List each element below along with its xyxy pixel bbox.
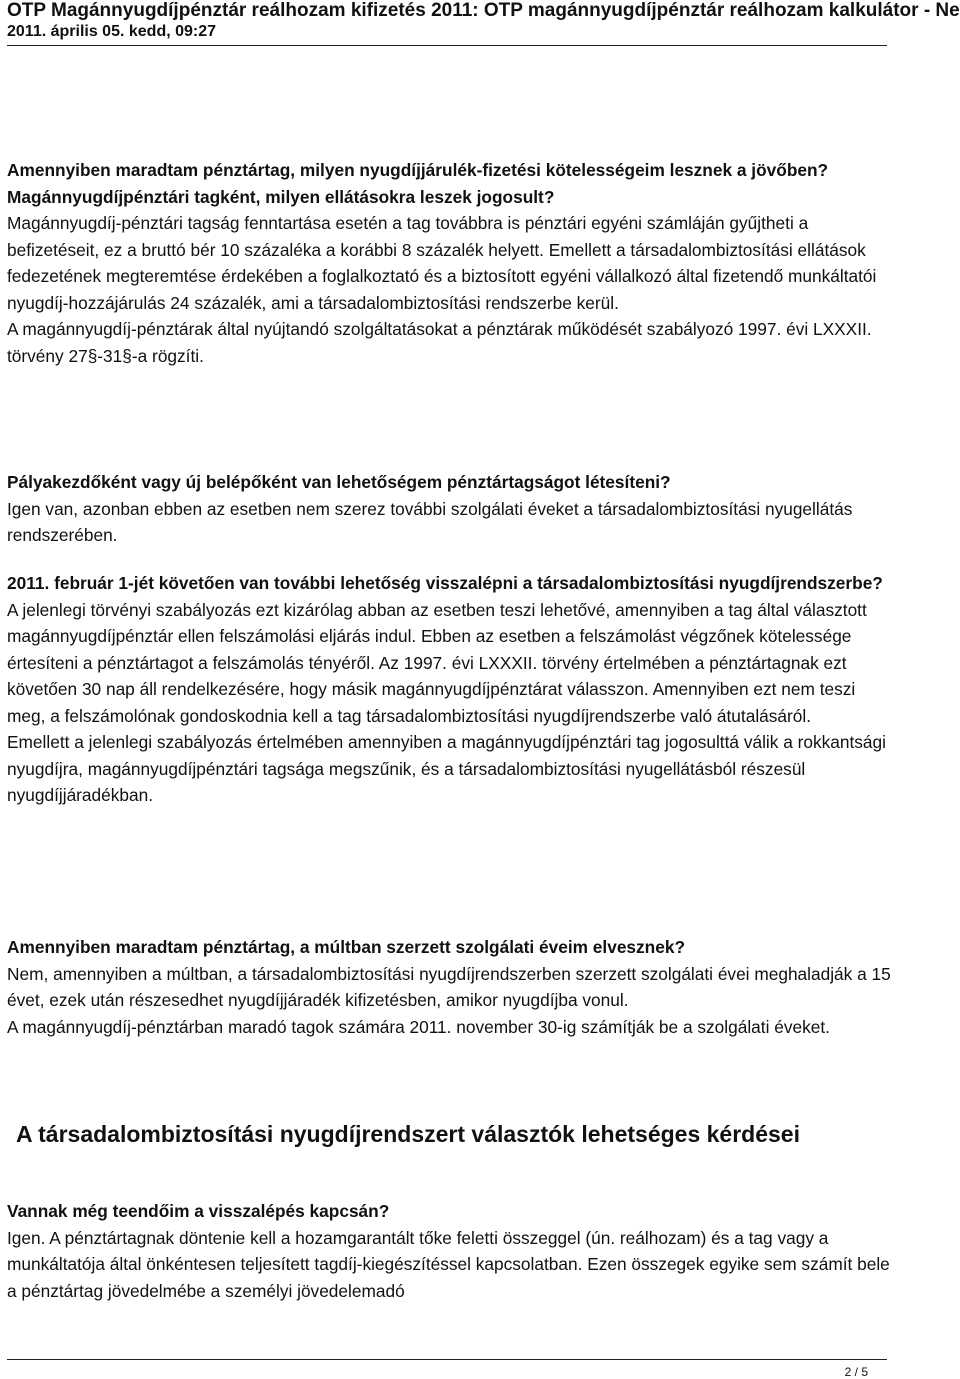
footer-divider (7, 1359, 887, 1360)
answer-paragraph: A jelenlegi törvényi szabályozás ezt kizárólag abban az esetben teszi lehetővé, amennyiben a tag által választott magánnyugdíjpénztár ellen felszámolási eljárás indul. Ebben az esetben a felszámolást végzőnek kötelessége értesíteni a pénztártagot a felszámolás tényéről. Az 1997. évi LXXXII. törvény értelmében a pénztártagnak ezt követően 30 nap áll rendelkezésére, hogy másik magánnyugdíjpénztárat válasszon. Amennyiben ezt nem teszi meg, a felszámolónak gondoskodnia kell a tag társadalombiztosítási nyugdíjrendszerbe való átutalásáról. (7, 599, 867, 726)
section-title: A társadalombiztosítási nyugdíjrendszert választók lehetséges kérdései (16, 1121, 800, 1147)
qa-block-1 (7, 157, 892, 369)
header-date: 2011. április 05. kedd, 09:27 (7, 23, 217, 40)
answer-paragraph: Magánnyugdíj-pénztári tagság fenntartása esetén a tag továbbra is pénztári egyéni számláján gyűjtheti a befizetéseit, ez a bruttó bér 10 százaléka a korábbi 8 százalék helyett. Emellett a társadalombiztosítási ellátások fedezetének megteremtése érdekében a foglalkoztató és a biztosított egyéni vállalkozó által fizetendő munkáltatói nyugdíj-hozzájárulás 24 százalék, ami a társadalombiztosítási rendszerbe kerül. (7, 213, 877, 313)
qa-block-2 (7, 469, 892, 549)
page-header (7, 0, 960, 42)
question-heading: Vannak még teendőim a visszalépés kapcsán? (7, 1201, 390, 1221)
answer-paragraph: Nem, amennyiben a múltban, a társadalombiztosítási nyugdíjrendszerben szerzett szolgálati évei meghaladják a 15 évet, ezek után részesedhet nyugdíjjáradék kifizetésben, amikor nyugdíjba vonul. (7, 963, 891, 1010)
page-number: 2 / 5 (844, 1365, 868, 1379)
qa-block-4 (7, 934, 892, 1040)
answer-paragraph: Igen. A pénztártagnak döntenie kell a hozamgarantált tőke feletti összeggel (ún. reálhozam) és a tag vagy a munkáltatója által önkéntesen teljesített tagdíj-kiegészítéssel kapcsolatban. Ezen összegek egyike sem számít bele a pénztártag jövedelmébe a személyi jövedelemadó (7, 1227, 890, 1301)
answer-paragraph: Igen van, azonban ebben az esetben nem szerez további szolgálati éveket a társadalombiztosítási nyugellátás rendszerében. (7, 498, 853, 545)
qa-block-5 (7, 1198, 892, 1304)
question-heading: Amennyiben maradtam pénztártag, a múltban szerzett szolgálati éveim elvesznek? (7, 937, 686, 957)
header-title: OTP Magánnyugdíjpénztár reálhozam kifizetés 2011: OTP magánnyugdíjpénztár reálhozam kalkulátor - Ne (7, 0, 960, 21)
header-divider (7, 45, 887, 46)
question-heading: Pályakezdőként vagy új belépőként van lehetőségem pénztártagságot létesíteni? (7, 472, 671, 492)
answer-paragraph: Emellett a jelenlegi szabályozás értelmében amennyiben a magánnyugdíjpénztári tag jogosulttá válik a rokkantsági nyugdíjra, magánnyugdíjpénztári tagsága megszűnik, és a társadalombiztosítási nyugellátásból részesül nyugdíjjáradékban. (7, 732, 886, 805)
answer-paragraph: A magánnyugdíj-pénztárak által nyújtandó szolgáltatásokat a pénztárak működését szabályozó 1997. évi LXXXII. törvény 27§-31§-a rögzíti. (7, 319, 872, 366)
question-heading: Amennyiben maradtam pénztártag, milyen nyugdíjjárulék-fizetési kötelességeim lesznek a jövőben? Magánnyugdíjpénztári tagként, milyen ellátásokra leszek jogosult? (7, 160, 829, 207)
answer-paragraph: A magánnyugdíj-pénztárban maradó tagok számára 2011. november 30-ig számítják be a szolgálati éveket. (7, 1016, 830, 1037)
qa-block-3 (7, 570, 892, 809)
question-heading: 2011. február 1-jét követően van további lehetőség visszalépni a társadalombiztosítási nyugdíjrendszerbe? (7, 573, 883, 593)
